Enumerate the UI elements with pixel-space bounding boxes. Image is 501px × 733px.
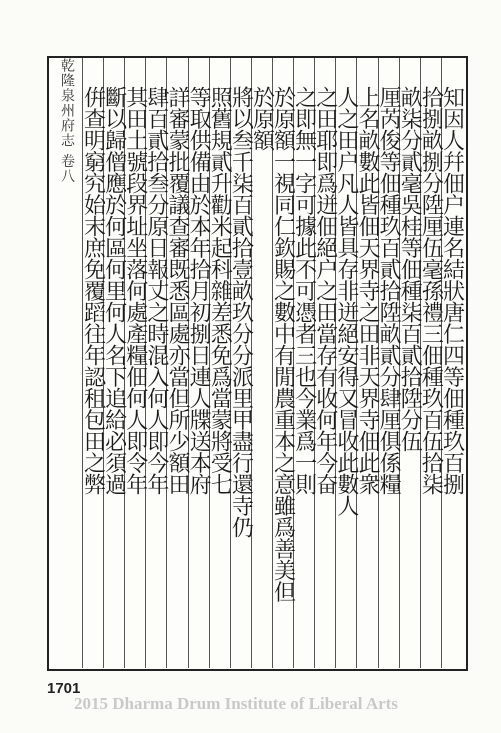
text-column: 上名畝數此皆佃天界寺之田非天界寺佃此衆	[355, 86, 380, 495]
text-column: 斷以歸僧應於何區何里何人名下追給必須過	[101, 86, 127, 495]
text-column: 照舊規貳升勸米起科雜差悉免爲當蒙將受七	[207, 86, 233, 495]
watermark: 2015 Dharma Drum Institute of Liberal Arts	[74, 694, 398, 713]
text-column: 知因人幷佃户連名結狀唐仁四等佃種玖百捌	[439, 86, 465, 495]
text-column: 厘芮俊等佃種玖百貳拾陞畝貳分肆厘俱係糧	[376, 86, 402, 495]
text-column: 詳審蒙批覆議查審既悉區處亦當但所少額田	[165, 86, 190, 495]
text-column: 將以叁千柒百貳拾壹畝玖分分派里甲盡行還寺仍	[228, 86, 254, 538]
text-column: 之田耶即爲迸佃絕户之田當存有收何年今奋	[312, 86, 338, 495]
text-column: 人之田户凡人皆具存非迸絕安得又冒收此數人	[333, 86, 359, 516]
page-number: 1701	[47, 680, 81, 697]
text-column: 其田土號段界址坐落何處產糧佃何人即令年	[122, 86, 148, 495]
text-column: 之即無一字可據此不可憑者三也今業爲一則	[291, 86, 317, 495]
margin-title: 乾隆泉州府志 卷八	[59, 58, 75, 184]
text-column: 於原額	[249, 86, 275, 151]
text-column: 倂查明窮究始末庶免覆蹈往年認租包田之弊	[80, 86, 106, 495]
text-column: 拾捌畝捌分陞厘伍毫孫禮三佃種玖百伍拾柒	[418, 86, 444, 495]
text-column: 於原額一視同仁欽賜之數中有閒農重本之意雖爲善美但	[270, 86, 296, 602]
text-column: 畝柒分貳毫吳桂等佃種柒百貳拾陞分伍	[397, 86, 423, 452]
text-column: 肆百貳拾叁分原日報丈之時混入何人即今年	[143, 86, 169, 495]
text-column: 等取供備由於本年拾月初捌日連人牒送本府	[186, 86, 212, 495]
